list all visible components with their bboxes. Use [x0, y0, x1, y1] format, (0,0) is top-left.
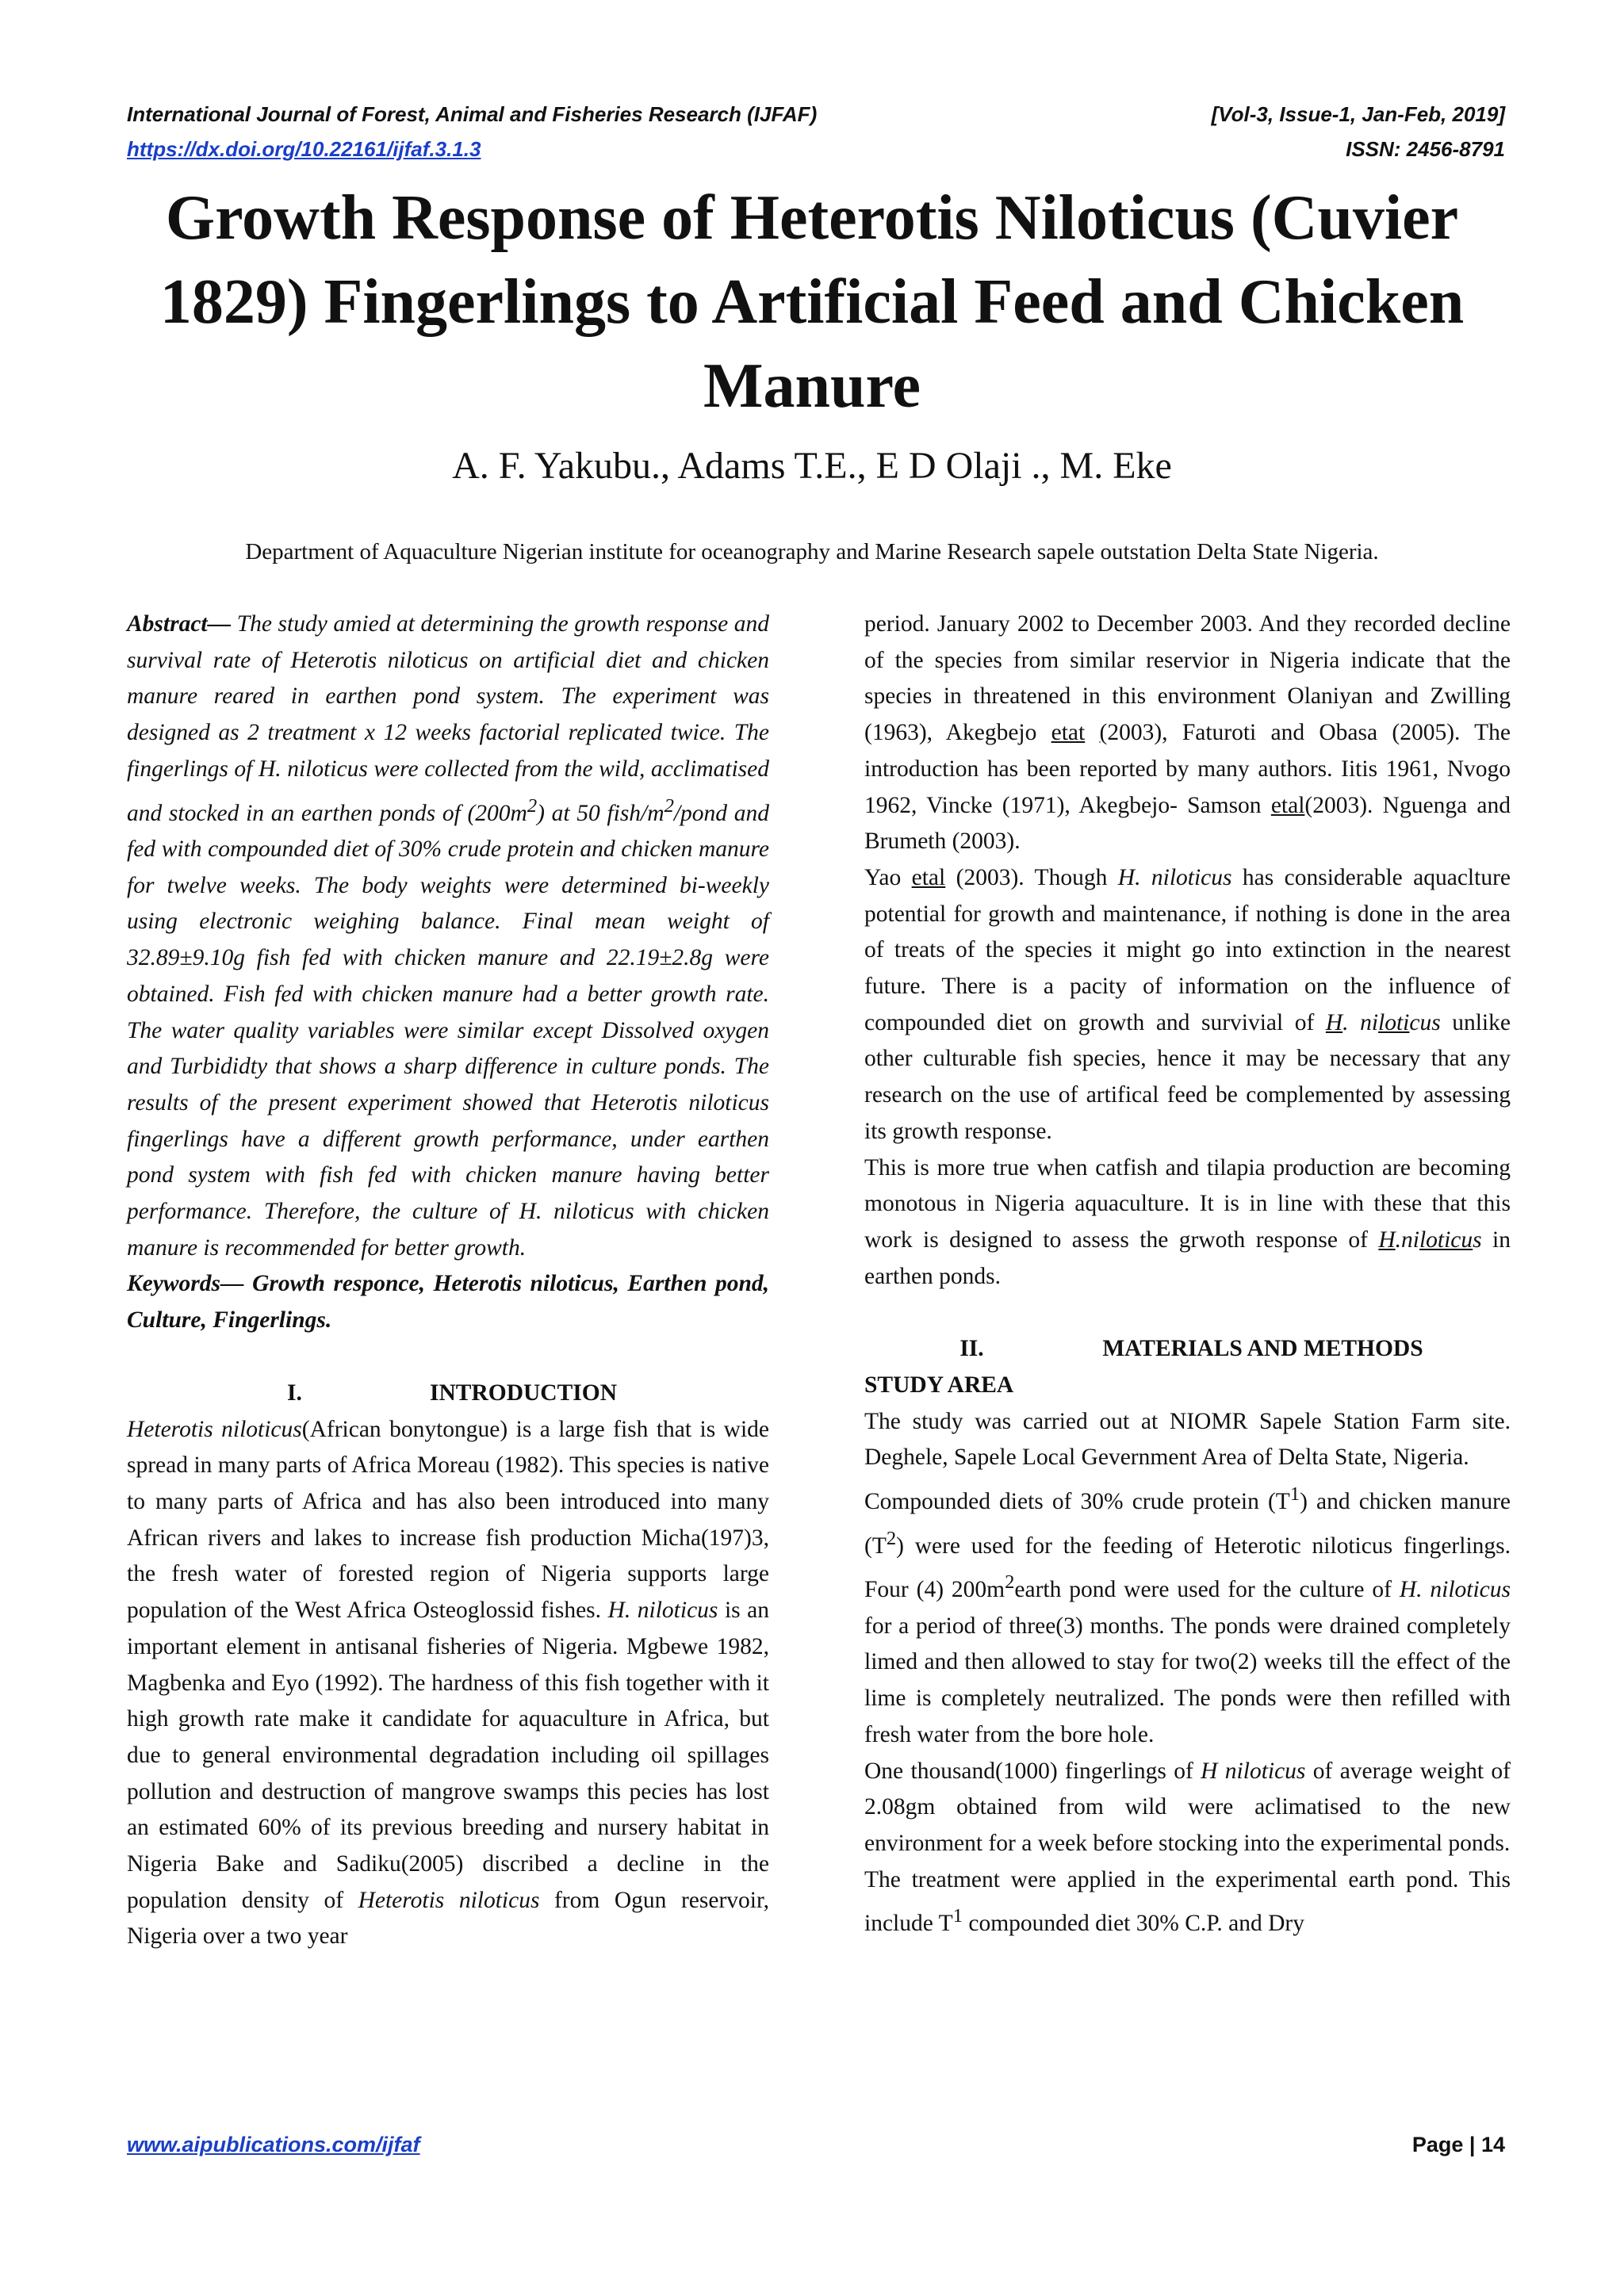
volume-issue: [Vol-3, Issue-1, Jan-Feb, 2019] [1211, 102, 1505, 126]
intro-paragraph-1-cont: period. January 2002 to December 2003. And they recorded decline of the species from similar reservior in Nigeria indicate that the species in threatened in this environment Olaniyan and Zwilling (1963), Akegbejo etat (2003), Faturoti and Obasa (2005). The introduction has been reported by many authors. Iitis 1961, Nvogo 1962, Vincke (1971), Akegbejo- Samson etal(2003). Nguenga and Brumeth (2003). [864, 611, 1511, 855]
affiliation: Department of Aquaculture Nigerian institute for oceanography and Marine Research sapele outstation Delta State Nigeria. [245, 539, 1379, 564]
section-number: I. [286, 1380, 302, 1406]
header-row-2 [127, 132, 1505, 166]
right-column [864, 607, 1511, 1942]
section-heading-methods [864, 1331, 1511, 1368]
doi-link[interactable]: https://dx.doi.org/10.22161/ijfaf.3.1.3 [127, 137, 481, 161]
paper-title: Growth Response of Heterotis Niloticus (Cuvier 1829) Fingerlings to Artificial Feed and Chicken Manure [159, 183, 1465, 421]
keywords-label: Keywords— [127, 1271, 244, 1297]
issn: ISSN: 2456-8791 [1346, 137, 1505, 161]
footer-url-link[interactable]: www.aipublications.com/ijfaf [127, 2133, 420, 2156]
subsection-heading-study-area: STUDY AREA [864, 1372, 1014, 1399]
journal-name: International Journal of Forest, Animal and Fisheries Research (IJFAF) [127, 102, 818, 126]
header-row-1 [127, 97, 1505, 132]
left-column [127, 607, 769, 1955]
abstract: Abstract— The study amied at determining the growth response and survival rate of Heterotis niloticus on artificial diet and chicken manure reared in earthen pond system. The experiment was designed as 2 treatment x 12 weeks factorial replicated twice. The fingerlings of H. niloticus were collected from the wild, acclimatised and stocked in an earthen ponds of $(200m^2)$ at 50 fish/$m^2$/pond and fed with compounded diet of 30% crude protein and chicken manure for twelve weeks. The body weights were determined bi-weekly using electronic weighing balance. Final mean weight of 32.89±9.10g fish fed with chicken manure and 22.19±2.8g were obtained. Fish fed with chicken manure had a better growth rate. The water quality variables were similar except Dissolved oxygen and Turbididty that shows a sharp difference in culture ponds. The results of the present experiment showed that Heterotis niloticus fingerlings have a different growth performance, under earthen pond system with fish fed with chicken manure having better performance. Therefore, the culture of H. niloticus with chicken manure is recommended for better growth. [127, 611, 769, 1261]
section-number: II. [959, 1336, 984, 1362]
section-title: INTRODUCTION [429, 1380, 618, 1406]
spacer [127, 1339, 769, 1376]
methods-paragraph-4: The treatment were applied in the experimental earth pond. This include $T^1$ compounded diet 30% C.P. and Dry [864, 1866, 1511, 1937]
intro-paragraph-3: This is more true when catfish and tilapia production are becoming monotous in Nigeria aquaculture. It is in line with these that this work is designed to assess the grwoth response of H.niloticus in earthen ponds. [864, 1154, 1511, 1289]
methods-paragraph-3: One thousand(1000) fingerlings of H niloticus of average weight of 2.08gm obtained from wild were aclimatised to the new environment for a week before stocking into the experimental ponds. [864, 1758, 1511, 1856]
section-heading-introduction [127, 1376, 769, 1412]
intro-paragraph-1: Heterotis niloticus(African bonytongue) is a large fish that is wide spread in many parts of Africa Moreau (1982). This species is native to many parts of Africa and has also been introduced into many African rivers and lakes to increase fish production Micha(197)3, the fresh water of forested region of Nigeria supports large population of the West Africa Osteoglossid fishes. H. niloticus is an important element in antisanal fisheries of Nigeria. Mgbewe 1982, Magbenka and Eyo (1992). The hardness of this fish together with it high growth rate make it candidate for aquaculture in Africa, but due to general environmental degradation including oil spillages pollution and destruction of mangrove swamps this pecies has lost an estimated 60% of its previous breeding and nursery habitat in Nigeria Bake and Sadiku(2005) discribed a decline in the population density of Heterotis niloticus from Ogun reservoir, Nigeria over a two year [127, 1416, 769, 1950]
methods-paragraph-2: Compounded diets of 30% crude protein $(T^1)$ and chicken manure $(T^2)$ were used for the feeding of Heterotic niloticus fingerlings. Four (4) $200m^2earth$ pond were used for the culture of H. niloticus for a period of three(3) months. The ponds were drained completely limed and then allowed to stay for two(2) weeks till the effect of the lime is completely neutralized. The ponds were then refilled with fresh water from the bore hole. [864, 1483, 1511, 1747]
keywords: Keywords— Growth responce, Heterotis niloticus, Earthen pond, Culture, Fingerlings. [127, 1271, 769, 1334]
page-footer [127, 2133, 1505, 2157]
abstract-label: Abstract— [127, 611, 232, 637]
spacer [864, 1295, 1511, 1331]
running-header [127, 97, 1505, 166]
authors: A. F. Yakubu., Adams T.E., E D Olaji ., M. Eke [452, 445, 1172, 487]
page-number: Page | 14 [1411, 2133, 1505, 2156]
methods-paragraph-1: The study was carried out at NIOMR Sapele Station Farm site. Deghele, Sapele Local Gevernment Area of Delta State, Nigeria. [864, 1408, 1511, 1471]
section-title: MATERIALS AND METHODS [1102, 1336, 1423, 1362]
intro-paragraph-2: Yao etal (2003). Though H. niloticus has considerable aquaclture potential for growth and maintenance, if nothing is done in the area of treats of the species it might go into extinction in the nearest future. There is a pacity of information on the influence of compounded diet on growth and survivial of H. niloticus unlike other culturable fish species, hence it may be necessary that any research on the use of artifical feed be complemented by assessing its growth response. [864, 864, 1511, 1144]
